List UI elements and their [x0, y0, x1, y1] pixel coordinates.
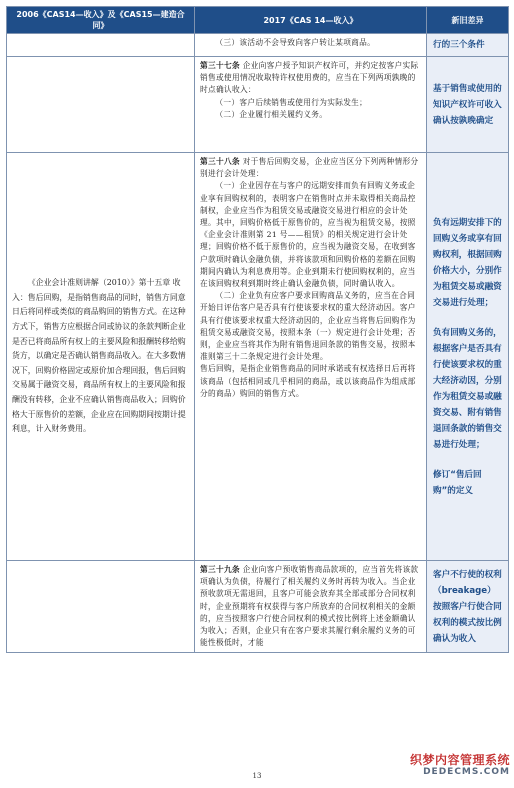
header-differences: 新旧差异: [427, 7, 509, 34]
cell-old-standard: [7, 57, 195, 153]
cell-old-standard: [7, 153, 195, 561]
watermark-line2: DEDECMS.COM: [423, 767, 510, 777]
header-old-standard: 2006《CAS14—收入》及《CAS15—建造合同》: [7, 7, 195, 34]
article-text: （二）企业负有应客户要求回购商品义务的，应当在合同开始日评估客户是否具有行使该要求权的重大经济动因。客户具有行使该要求权重大经济动因的，企业应当将售后回购作为租赁交易或融资交易，按照本条（一）规定进行会计处理；否则，企业应当将其作为附有销售退回条款的销售交易，按照本准则第三十二条规定进行会计处理。: [200, 291, 416, 362]
new-paragraph: [200, 564, 421, 649]
new-paragraph: [200, 37, 421, 49]
article-number: 第三十八条: [200, 157, 240, 166]
article-text: 企业向客户授予知识产权许可，并约定按客户实际销售或使用情况收取特许权使用费的，应当在下列两项孰晚的时点确认收入：: [200, 61, 419, 95]
cell-new-standard: [195, 561, 427, 653]
new-paragraph: [200, 109, 421, 121]
table-row: [7, 561, 509, 653]
new-paragraph: [200, 290, 421, 363]
old-paragraph: 《企业会计准则讲解（2010）》第十五章 收入：售后回购，是指销售商品的同时，销售方同意日后将同样或类似的商品购回的销售方式。在这种方式下，销售方应根据合同或协议的条款判断企业是否已将商品所有权上的主要风险和报酬转移给购货方，以确定是否确认销售商品收入。在大多数情况下，回购价格固定或原价加合理回报，售后回购交易属于融资交易，商品所有权上的主要风险和报酬没有转移，企业不应确认销售商品收入；回购价格大于原售价的差额，企业应在回购期间按期计提利息，计入财务费用。: [12, 278, 186, 434]
cell-difference: [427, 34, 509, 57]
new-paragraph: [200, 156, 421, 180]
cell-new-standard: [195, 34, 427, 57]
watermark-logo: [410, 751, 510, 777]
page-number: 13: [252, 772, 262, 780]
header-new-standard: 2017《CAS 14—收入》: [195, 7, 427, 34]
difference-note: 基于销售或使用的知识产权许可收入确认按孰晚确定: [433, 83, 502, 126]
difference-note: 负有回购义务的，根据客户是否具有行使该要求权的重大经济动因，分别作为租赁交易或融资交易、附有销售退回条款的销售交易进行处理；: [433, 327, 502, 450]
article-number: 第三十七条: [200, 61, 240, 70]
table-row: [7, 153, 509, 561]
cell-new-standard: [195, 57, 427, 153]
difference-note: 行的三个条件: [433, 40, 485, 50]
comparison-table: [6, 6, 509, 653]
article-text: （三）该活动不会导致向客户转让某项商品。: [215, 38, 376, 47]
difference-note: 客户不行使的权利（breakage）按照客户行使合同权利的模式按比例确认为收入: [433, 569, 502, 644]
watermark-line1: 织梦内容管理系统: [409, 753, 510, 767]
article-text: 对于售后回购交易，企业应当区分下列两种情形分别进行会计处理：: [200, 157, 419, 179]
table-row: [7, 34, 509, 57]
difference-note: 修订“售后回购”的定义: [433, 469, 482, 496]
cell-old-standard: [7, 561, 195, 653]
new-paragraph: [200, 60, 421, 97]
article-text: （一）企业因存在与客户的远期安排而负有回购义务或企业享有回购权利的，表明客户在销售时点并未取得相关商品控制权，企业应当作为租赁交易或融资交易进行相应的会计处理。其中，回购价格低于原售价的，应当视为租赁交易，按照《企业会计准则第 21 号——租赁》的相关规定进行会计处理；回购价格不低于原售价的，应当视为融资交易，在收到客户款项时确认金融负债，并将该款项和回购价格的差额在回购期间内确认为利息费用等。企业到期未行使回购权利的，应当在该回购权利到期时终止确认金融负债，同时确认收入。: [200, 181, 416, 289]
article-text: （二）企业履行相关履约义务。: [215, 109, 328, 119]
new-paragraph: [200, 363, 421, 400]
article-text: （一）客户后续销售或使用行为实际发生；: [215, 97, 368, 107]
cell-difference: [427, 153, 509, 561]
article-text: 售后回购，是指企业销售商品的同时承诺或有权选择日后再将该商品（包括相同或几乎相同的商品，或以该商品作为组成部分的商品）购回的销售方式。: [200, 364, 416, 398]
cell-new-standard: [195, 153, 427, 561]
document-page: [6, 6, 508, 653]
cell-old-standard: [7, 34, 195, 57]
cell-difference: [427, 57, 509, 153]
new-paragraph: [200, 97, 421, 109]
article-text: 企业向客户预收销售商品款项的，应当首先将该款项确认为负债，待履行了相关履约义务时再转为收入。当企业预收款项无需退回，且客户可能会放弃其全部或部分合同权利时，企业预期将有权获得与客户所放弃的合同权利相关的金额的，应当按照客户行使合同权利的模式按比例将上述金额确认为收入；否则，企业只有在客户要求其履行剩余履约义务的可能性极低时，才能: [200, 565, 419, 648]
difference-note: 负有远期安排下的回购义务或享有回购权利，根据回购价格大小，分别作为租赁交易或融资交易进行处理；: [433, 217, 502, 308]
new-paragraph: [200, 180, 421, 290]
table-header-row: [7, 7, 509, 34]
cell-difference: [427, 561, 509, 653]
table-row: [7, 57, 509, 153]
article-number: 第三十九条: [200, 565, 240, 574]
